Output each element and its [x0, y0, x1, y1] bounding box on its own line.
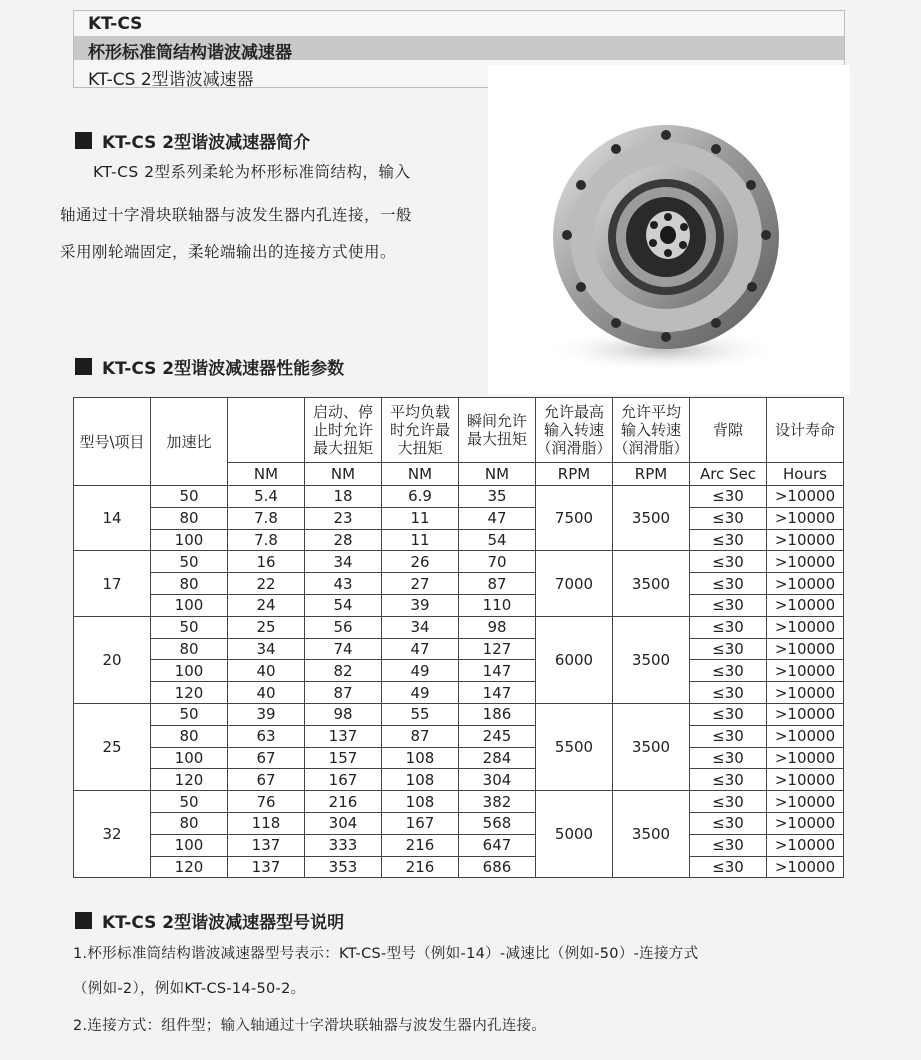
- ratio-cell: 80: [151, 638, 228, 660]
- value-cell: 382: [459, 791, 536, 813]
- avg-rpm-cell: 3500: [613, 551, 690, 616]
- model-desc-heading-text: KT-CS 2型谐波减速器型号说明: [102, 913, 345, 933]
- value-cell: 216: [305, 791, 382, 813]
- table-row: [74, 529, 844, 551]
- table-row: [74, 594, 844, 616]
- harmonic-reducer-image: [488, 65, 850, 395]
- table-row: [74, 551, 844, 573]
- value-cell: 108: [382, 769, 459, 791]
- unit-cell: NM: [228, 463, 305, 486]
- life-cell: >10000: [767, 791, 844, 813]
- value-cell: 49: [382, 660, 459, 682]
- unit-cell: RPM: [613, 463, 690, 486]
- col-header-model: 型号\项目: [74, 398, 151, 486]
- table-row: [74, 747, 844, 769]
- value-cell: 245: [459, 725, 536, 747]
- life-cell: >10000: [767, 638, 844, 660]
- performance-table: [73, 397, 844, 878]
- col-header-max-speed: [536, 398, 613, 463]
- backlash-cell: ≤30: [690, 834, 767, 856]
- value-cell: 39: [382, 594, 459, 616]
- table-row: [74, 812, 844, 834]
- header-line: 最大扭矩: [466, 430, 527, 448]
- model-desc-line-1: 1.杯形标准筒结构谐波减速器型号表示：KT-CS-型号（例如-14）-减速比（例如-50）-连接方式: [73, 946, 699, 962]
- table-row: [74, 834, 844, 856]
- value-cell: 11: [382, 507, 459, 529]
- avg-rpm-cell: 3500: [613, 616, 690, 703]
- value-cell: 157: [305, 747, 382, 769]
- header-subtitle: KT-CS 2型谐波减速器: [88, 70, 254, 90]
- value-cell: 5.4: [228, 486, 305, 508]
- value-cell: 34: [228, 638, 305, 660]
- life-cell: >10000: [767, 573, 844, 595]
- life-cell: >10000: [767, 529, 844, 551]
- ratio-cell: 50: [151, 616, 228, 638]
- value-cell: 54: [305, 594, 382, 616]
- value-cell: 6.9: [382, 486, 459, 508]
- model-cell: 25: [74, 703, 151, 790]
- value-cell: 54: [459, 529, 536, 551]
- value-cell: 284: [459, 747, 536, 769]
- backlash-cell: ≤30: [690, 769, 767, 791]
- col-header-blank: [228, 398, 305, 463]
- col-header-life: 设计寿命: [767, 398, 844, 463]
- unit-cell: Arc Sec: [690, 463, 767, 486]
- header-line: （润滑脂）: [536, 439, 612, 457]
- header-line: 允许最高: [543, 403, 604, 421]
- life-cell: >10000: [767, 769, 844, 791]
- table-row: [74, 703, 844, 725]
- value-cell: 7.8: [228, 507, 305, 529]
- backlash-cell: ≤30: [690, 725, 767, 747]
- value-cell: 16: [228, 551, 305, 573]
- header-line: 允许平均: [620, 403, 681, 421]
- value-cell: 70: [459, 551, 536, 573]
- header-line: 启动、停: [312, 403, 373, 421]
- max-rpm-cell: 7000: [536, 551, 613, 616]
- model-cell: 17: [74, 551, 151, 616]
- model-cell: 14: [74, 486, 151, 551]
- ratio-cell: 50: [151, 703, 228, 725]
- avg-rpm-cell: 3500: [613, 791, 690, 878]
- value-cell: 26: [382, 551, 459, 573]
- backlash-cell: ≤30: [690, 747, 767, 769]
- backlash-cell: ≤30: [690, 594, 767, 616]
- value-cell: 27: [382, 573, 459, 595]
- header-line: （润滑脂）: [613, 439, 689, 457]
- life-cell: >10000: [767, 834, 844, 856]
- value-cell: 568: [459, 812, 536, 834]
- col-header-backlash: 背隙: [690, 398, 767, 463]
- life-cell: >10000: [767, 660, 844, 682]
- value-cell: 47: [459, 507, 536, 529]
- value-cell: 216: [382, 856, 459, 878]
- value-cell: 24: [228, 594, 305, 616]
- intro-line-3: 采用刚轮端固定，柔轮端输出的连接方式使用。: [60, 243, 397, 261]
- life-cell: >10000: [767, 594, 844, 616]
- ratio-cell: 80: [151, 812, 228, 834]
- backlash-cell: ≤30: [690, 638, 767, 660]
- header-line: 瞬间允许: [466, 412, 527, 430]
- value-cell: 76: [228, 791, 305, 813]
- value-cell: 47: [382, 638, 459, 660]
- value-cell: 108: [382, 791, 459, 813]
- value-cell: 56: [305, 616, 382, 638]
- backlash-cell: ≤30: [690, 791, 767, 813]
- header-line: 输入转速: [620, 421, 681, 439]
- header-line: 时允许最: [389, 421, 450, 439]
- value-cell: 108: [382, 747, 459, 769]
- value-cell: 43: [305, 573, 382, 595]
- ratio-cell: 50: [151, 551, 228, 573]
- backlash-cell: ≤30: [690, 616, 767, 638]
- value-cell: 49: [382, 682, 459, 704]
- backlash-cell: ≤30: [690, 507, 767, 529]
- table-row: [74, 507, 844, 529]
- table-row: [74, 725, 844, 747]
- value-cell: 67: [228, 747, 305, 769]
- header-title-bar: [74, 36, 844, 63]
- value-cell: 34: [382, 616, 459, 638]
- value-cell: 118: [228, 812, 305, 834]
- perf-heading-text: KT-CS 2型谐波减速器性能参数: [102, 359, 345, 379]
- value-cell: 34: [305, 551, 382, 573]
- value-cell: 353: [305, 856, 382, 878]
- value-cell: 28: [305, 529, 382, 551]
- col-header-instant: [459, 398, 536, 463]
- backlash-cell: ≤30: [690, 682, 767, 704]
- value-cell: 186: [459, 703, 536, 725]
- max-rpm-cell: 5000: [536, 791, 613, 878]
- ratio-cell: 100: [151, 529, 228, 551]
- value-cell: 23: [305, 507, 382, 529]
- table-row: [74, 638, 844, 660]
- value-cell: 87: [382, 725, 459, 747]
- model-cell: 32: [74, 791, 151, 878]
- ratio-cell: 80: [151, 573, 228, 595]
- value-cell: 147: [459, 682, 536, 704]
- value-cell: 87: [305, 682, 382, 704]
- max-rpm-cell: 7500: [536, 486, 613, 551]
- ratio-cell: 80: [151, 507, 228, 529]
- value-cell: 98: [459, 616, 536, 638]
- value-cell: 110: [459, 594, 536, 616]
- value-cell: 67: [228, 769, 305, 791]
- value-cell: 39: [228, 703, 305, 725]
- header-title: 杯形标准筒结构谐波减速器: [88, 43, 292, 63]
- unit-cell: NM: [459, 463, 536, 486]
- col-header-ratio: 加速比: [151, 398, 228, 486]
- col-header-avg-load: [382, 398, 459, 463]
- table-body: [74, 486, 844, 878]
- value-cell: 333: [305, 834, 382, 856]
- value-cell: 11: [382, 529, 459, 551]
- life-cell: >10000: [767, 486, 844, 508]
- intro-heading: [75, 128, 310, 153]
- ratio-cell: 120: [151, 682, 228, 704]
- backlash-cell: ≤30: [690, 812, 767, 834]
- value-cell: 167: [305, 769, 382, 791]
- value-cell: 167: [382, 812, 459, 834]
- ratio-cell: 80: [151, 725, 228, 747]
- value-cell: 25: [228, 616, 305, 638]
- value-cell: 127: [459, 638, 536, 660]
- value-cell: 647: [459, 834, 536, 856]
- bullet-square-icon: [75, 132, 92, 149]
- value-cell: 82: [305, 660, 382, 682]
- table-row: [74, 856, 844, 878]
- unit-cell: RPM: [536, 463, 613, 486]
- life-cell: >10000: [767, 703, 844, 725]
- value-cell: 216: [382, 834, 459, 856]
- bullet-square-icon: [75, 358, 92, 375]
- model-cell: 20: [74, 616, 151, 703]
- value-cell: 74: [305, 638, 382, 660]
- intro-line-1: KT-CS 2型系列柔轮为杯形标准筒结构，输入: [93, 163, 411, 181]
- ratio-cell: 100: [151, 747, 228, 769]
- max-rpm-cell: 6000: [536, 616, 613, 703]
- header-line: 平均负载: [389, 403, 450, 421]
- table-row: [74, 616, 844, 638]
- value-cell: 87: [459, 573, 536, 595]
- backlash-cell: ≤30: [690, 573, 767, 595]
- value-cell: 147: [459, 660, 536, 682]
- value-cell: 40: [228, 660, 305, 682]
- backlash-cell: ≤30: [690, 486, 767, 508]
- value-cell: 63: [228, 725, 305, 747]
- value-cell: 137: [228, 834, 305, 856]
- col-header-start-stop: [305, 398, 382, 463]
- table-row: [74, 486, 844, 508]
- ratio-cell: 120: [151, 769, 228, 791]
- backlash-cell: ≤30: [690, 660, 767, 682]
- perf-heading: [75, 354, 344, 379]
- backlash-cell: ≤30: [690, 551, 767, 573]
- table-row: [74, 682, 844, 704]
- ratio-cell: 50: [151, 486, 228, 508]
- max-rpm-cell: 5500: [536, 703, 613, 790]
- ratio-cell: 100: [151, 834, 228, 856]
- unit-cell: NM: [382, 463, 459, 486]
- life-cell: >10000: [767, 616, 844, 638]
- unit-cell: NM: [305, 463, 382, 486]
- backlash-cell: ≤30: [690, 856, 767, 878]
- ratio-cell: 50: [151, 791, 228, 813]
- value-cell: 304: [459, 769, 536, 791]
- product-photo: [488, 65, 850, 395]
- bullet-square-icon: [75, 912, 92, 929]
- header-line: 输入转速: [543, 421, 604, 439]
- col-header-avg-speed: [613, 398, 690, 463]
- table-row: [74, 791, 844, 813]
- intro-line-2: 轴通过十字滑块联轴器与波发生器内孔连接，一般: [60, 206, 413, 224]
- unit-cell: Hours: [767, 463, 844, 486]
- ratio-cell: 100: [151, 594, 228, 616]
- model-desc-heading: [75, 908, 344, 933]
- value-cell: 35: [459, 486, 536, 508]
- life-cell: >10000: [767, 747, 844, 769]
- value-cell: 22: [228, 573, 305, 595]
- life-cell: >10000: [767, 507, 844, 529]
- value-cell: 98: [305, 703, 382, 725]
- intro-heading-text: KT-CS 2型谐波减速器简介: [102, 133, 311, 153]
- model-desc-line-3: 2.连接方式：组件型；输入轴通过十字滑块联轴器与波发生器内孔连接。: [73, 1018, 547, 1034]
- life-cell: >10000: [767, 682, 844, 704]
- value-cell: 686: [459, 856, 536, 878]
- header-line: 止时允许: [312, 421, 373, 439]
- table-row: [74, 573, 844, 595]
- life-cell: >10000: [767, 551, 844, 573]
- ratio-cell: 100: [151, 660, 228, 682]
- ratio-cell: 120: [151, 856, 228, 878]
- header-line: 大扭矩: [397, 439, 443, 457]
- value-cell: 137: [305, 725, 382, 747]
- value-cell: 18: [305, 486, 382, 508]
- header-line: 最大扭矩: [312, 439, 373, 457]
- life-cell: >10000: [767, 856, 844, 878]
- avg-rpm-cell: 3500: [613, 486, 690, 551]
- avg-rpm-cell: 3500: [613, 703, 690, 790]
- value-cell: 40: [228, 682, 305, 704]
- table-row: [74, 660, 844, 682]
- value-cell: 7.8: [228, 529, 305, 551]
- backlash-cell: ≤30: [690, 703, 767, 725]
- value-cell: 55: [382, 703, 459, 725]
- life-cell: >10000: [767, 812, 844, 834]
- value-cell: 137: [228, 856, 305, 878]
- model-desc-line-2: （例如-2），例如KT-CS-14-50-2。: [73, 981, 306, 997]
- backlash-cell: ≤30: [690, 529, 767, 551]
- header-code: KT-CS: [88, 14, 143, 34]
- life-cell: >10000: [767, 725, 844, 747]
- value-cell: 304: [305, 812, 382, 834]
- table-row: [74, 769, 844, 791]
